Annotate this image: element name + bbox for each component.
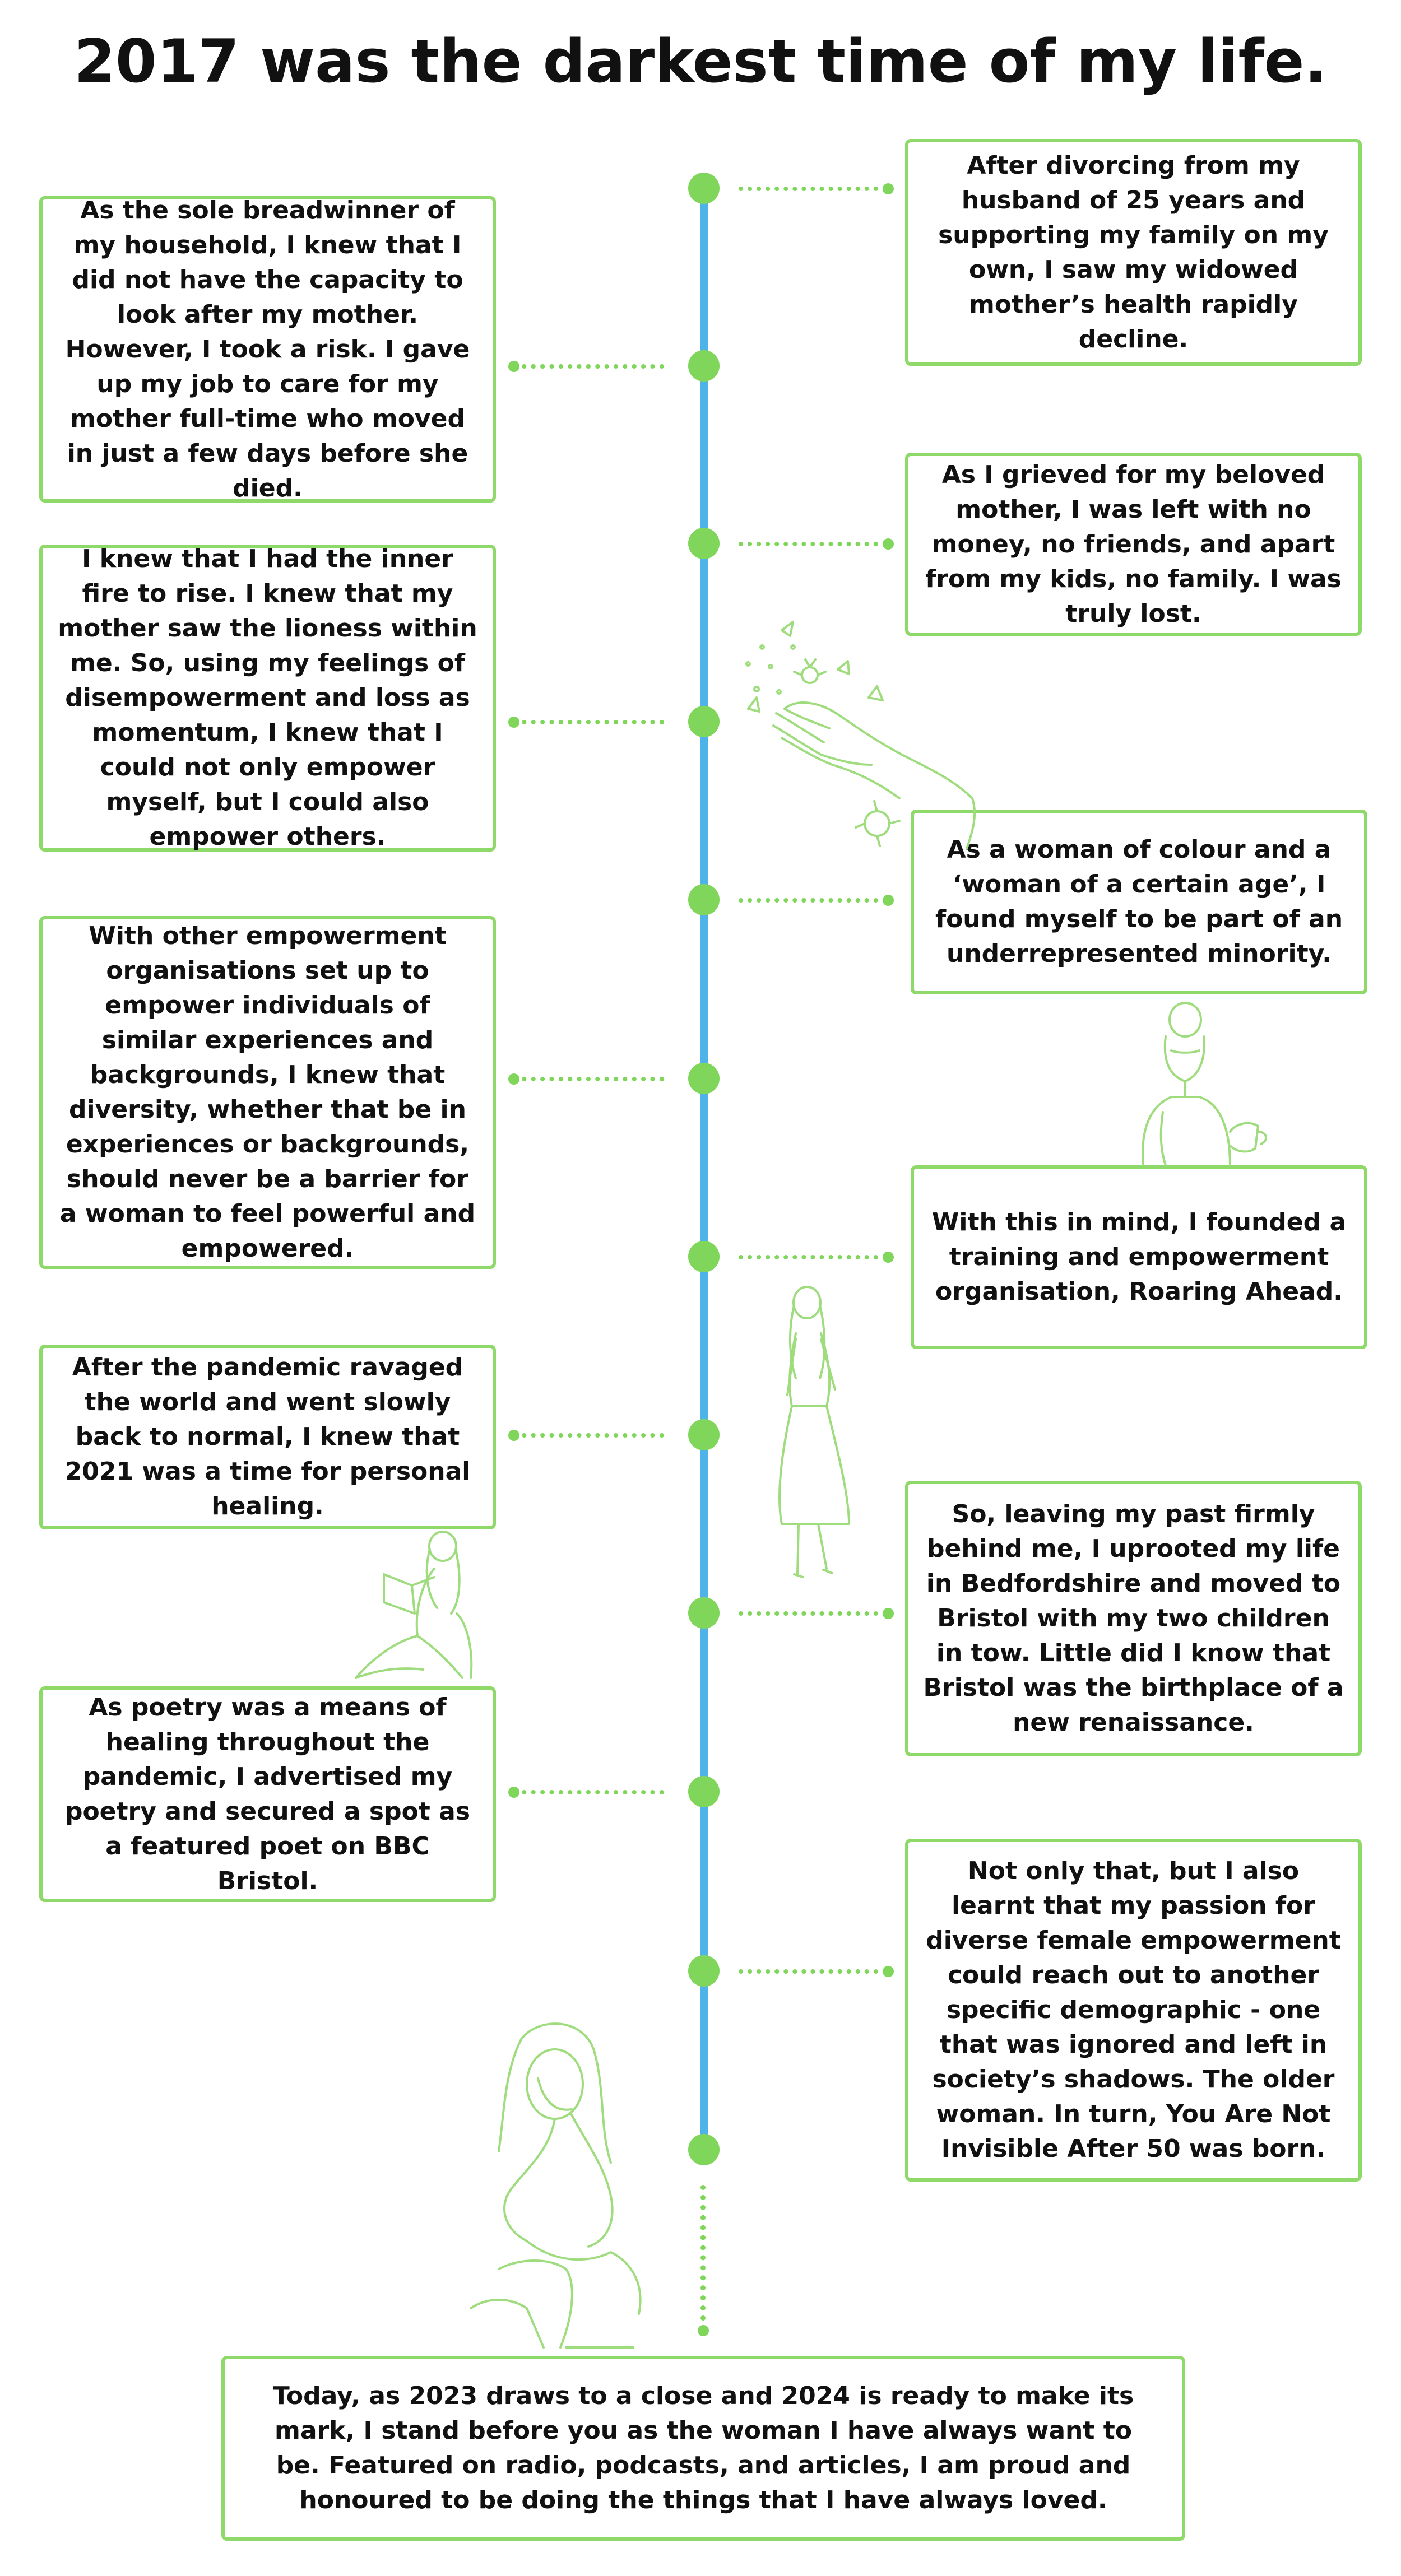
connector (739, 1969, 887, 1974)
woman-walking-icon (765, 1283, 866, 1597)
connector-dot (883, 1608, 894, 1619)
connector (739, 898, 887, 903)
timeline-node (688, 2134, 720, 2165)
timeline-node (688, 884, 720, 915)
timeline-node (688, 1955, 720, 1987)
connector (513, 720, 664, 724)
timeline-node (688, 1419, 720, 1450)
timeline-node (688, 1063, 720, 1094)
hand-butterflies-icon (709, 613, 984, 860)
connector-dot (508, 717, 519, 728)
connector-dot (508, 361, 519, 372)
timeline-entry-5: As a woman of colour and a ‘woman of a certain age’, I found myself to be part of an underrepresented minority. (911, 810, 1367, 994)
timeline-entry-3: As I grieved for my beloved mother, I was left with no money, no friends, and apart from my kids, no family. I was truly lost. (905, 453, 1362, 636)
connector-dot (883, 1252, 894, 1263)
page-title: 2017 was the darkest time of my life. (74, 27, 1327, 96)
connector-dot (883, 183, 894, 194)
connector (739, 187, 887, 191)
timeline-tail-dot (698, 2325, 709, 2336)
conclusion-box: Today, as 2023 draws to a close and 2024 is ready to make its mark, I stand before you as the woman I have always want to be. Featured on radio, podcasts, and articles, I am proud and honoured to be doing the things that I have always loved. (221, 2356, 1185, 2541)
timeline-entry-8: After the pandemic ravaged the world and went slowly back to normal, I knew that 2021 was a time for personal healing. (39, 1345, 496, 1529)
connector (513, 364, 664, 369)
connector (513, 1077, 664, 1081)
connector-dot (508, 1430, 519, 1441)
timeline-entry-10: As poetry was a means of healing throughout the pandemic, I advertised my poetry and secured a spot as a featured poet on BBC Bristol. (39, 1686, 496, 1902)
timeline-entry-11: Not only that, but I also learnt that my passion for diverse female empowerment could reach out to another specific demographic - one that was ignored and left in society’s shadows. The older woman. In turn, You Are Not Invisible After 50 was born. (905, 1839, 1362, 2182)
connector-dot (883, 1966, 894, 1977)
timeline-entry-9: So, leaving my past firmly behind me, I uprooted my life in Bedfordshire and moved to Bristol with my two children in tow. Little did I know that Bristol was the birthplace of a new renaissance. (905, 1481, 1362, 1756)
timeline-node (688, 528, 720, 559)
timeline-entry-2: As the sole breadwinner of my household, I knew that I did not have the capacity to look after my mother. However, I took a risk. I gave up my job to care for my mother full-time who moved in just a few days before she died. (39, 196, 496, 503)
connector (739, 1611, 887, 1616)
connector (513, 1790, 664, 1794)
timeline-entry-7: With this in mind, I founded a training and empowerment organisation, Roaring Ahead. (911, 1165, 1367, 1349)
timeline-node (688, 1776, 720, 1807)
timeline-node (688, 173, 720, 204)
connector-dot (508, 1073, 519, 1085)
timeline-entry-6: With other empowerment organisations set up to empower individuals of similar experiences and backgrounds, I knew that diversity, whether that be in experiences or backgrounds, should never be a barrier for a woman to feel powerful and empowered. (39, 916, 496, 1269)
timeline-entry-4: I knew that I had the inner fire to rise. I knew that my mother saw the lioness within me. So, using my feelings of disempowerment and loss as momentum, I knew that I could not only empower myself, but I could also empower others. (39, 545, 496, 852)
timeline-entry-1: After divorcing from my husband of 25 years and supporting my family on my own, I saw my widowed mother’s health rapidly decline. (905, 139, 1362, 366)
timeline-node (688, 1241, 720, 1272)
woman-with-cup-icon (1110, 997, 1272, 1165)
timeline-line (700, 189, 708, 2157)
connector (739, 1255, 887, 1259)
woman-reading-icon (322, 1529, 502, 1681)
connector (513, 1433, 664, 1438)
connector-dot (883, 895, 894, 906)
timeline-tail (700, 2185, 706, 2331)
timeline-node (688, 1597, 720, 1629)
timeline-node (688, 350, 720, 382)
woman-sitting-icon (443, 2017, 667, 2353)
connector-dot (508, 1787, 519, 1798)
connector (739, 542, 887, 546)
connector-dot (883, 538, 894, 550)
